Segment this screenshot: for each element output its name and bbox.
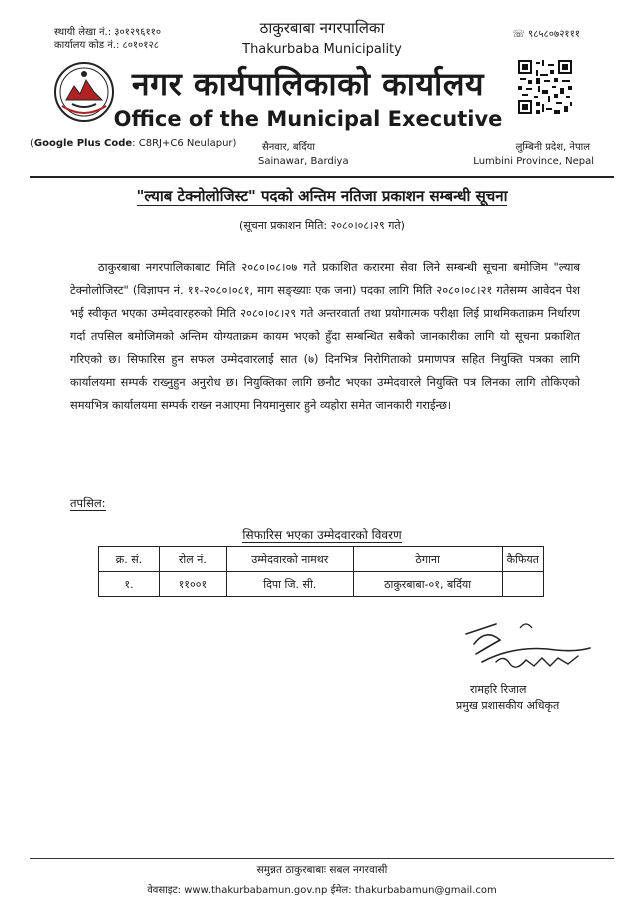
- qr-code-icon: [516, 58, 574, 116]
- table-title-text: सिफारिस भएका उम्मेदवारको विवरण: [242, 528, 402, 542]
- notice-body: ठाकुरबाबा नगरपालिकाबाट मिति २०८०।०८।०७ गते प्रकाशित करारमा सेवा लिने सम्बन्धी सूचना बमोजिम "ल्याब टेक्नोलोजिस्ट" (विज्ञापन नं. ११-२०८०।०८१, माग सङ्ख्याः एक जना) पदका लागि मिति २०८०।०८।२१ गतेसम्म आवेदन पेश भई स्वीकृत भएका उम्मेदवारहरुको मिति २०८०।०८।२९ गते अन्तरवार्ता तथा प्रयोगात्मक परीक्षा लिई प्राथमिकताक्रम निर्धारण गर्दा तपसिल बमोजिमको अन्तिम योग्यताक्रम कायम भएको हुँदा सम्बन्धित सबैको जानकारीका लागि यो सूचना प्रकाशित गरिएको छ। सिफारिस हुन सफल उम्मेदवारलाई सात (७) दिनभित्र निरोगिताको प्रमाणपत्र सहित नियुक्ति पत्रका लागि कार्यालयमा सम्पर्क राख्नुहुन अनुरोध छ। नियुक्तिका लागि छनौट भएका उम्मेदवारले नियुक्ति पत्र लिनका लागि तोकिएको समयभित्र कार्यालयमा सम्पर्क राख्न नआएमा नियमानुसार हुने व्यहोरा समेत जानकारी गराईन्छ।: [70, 260, 580, 412]
- table-row: [99, 572, 544, 597]
- office-code: कार्यालय कोड नं.: ८०१०१२८: [54, 40, 159, 51]
- signer-name: रामहरि रिजाल: [470, 683, 527, 696]
- cell-name: दिपा जि. सी.: [226, 572, 353, 597]
- phone-number: ☏ ९८५८०७२१११: [512, 29, 580, 40]
- column-header-name: उम्मेदवारको नामथर: [226, 547, 353, 572]
- province-english: Lumbini Province, Nepal: [473, 156, 594, 167]
- location-english: Sainawar, Bardiya: [258, 156, 349, 167]
- province-nepali: लुम्बिनी प्रदेश, नेपाल: [515, 142, 590, 153]
- municipality-name-nepali: ठाकुरबाबा नगरपालिका: [259, 19, 385, 37]
- footer-divider: [30, 858, 614, 859]
- cell-address: ठाकुरबाबा-०१, बर्दिया: [353, 572, 502, 597]
- google-plus-code: (Google Plus Code: C8RJ+C6 Neulapur): [30, 138, 237, 149]
- notice-title-text: "ल्याब टेक्नोलोजिस्ट" पदको अन्तिम नतिजा प्रकाशन सम्बन्धी सूचना: [136, 187, 508, 205]
- permanent-account-number: स्थायी लेखा नं.: ३०१२९६११०: [54, 27, 162, 38]
- cell-roll: ११००१: [159, 572, 226, 597]
- cell-serial: १.: [99, 572, 160, 597]
- office-title-nepali: नगर कार्यपालिकाको कार्यालय: [131, 65, 485, 103]
- cell-remarks: [502, 572, 543, 597]
- plus-code-label: Google Plus Code: [33, 138, 133, 149]
- schedule-label-text: तपसिल:: [70, 496, 106, 510]
- schedule-label: [70, 496, 106, 511]
- municipality-name-english: Thakurbaba Municipality: [242, 42, 402, 57]
- table-header-row: [99, 547, 544, 572]
- signer-designation: प्रमुख प्रशासकीय अधिकृत: [456, 699, 560, 712]
- plus-code-value: : C8RJ+C6 Neulapur): [132, 138, 237, 149]
- handwritten-signature: [456, 614, 596, 680]
- column-header-address: ठेगाना: [353, 547, 502, 572]
- notice-title: [0, 186, 644, 206]
- table-title: [0, 526, 644, 543]
- candidate-table: [98, 546, 544, 597]
- footer-slogan: समुन्नत ठाकुरबाबाः सबल नगरवासी: [256, 864, 388, 876]
- location-nepali: सैनवार, बर्दिया: [262, 142, 315, 153]
- header-divider: [30, 176, 614, 178]
- notice-publish-date: (सूचना प्रकाशन मिति: २०८०।०८।२९ गते): [239, 219, 405, 232]
- footer-contact: वेवसाइट: www.thakurbabamun.gov.np ईमेल: thakurbabamun@gmail.com: [147, 885, 497, 896]
- column-header-remarks: कैफियत: [502, 547, 543, 572]
- column-header-roll: रोल नं.: [159, 547, 226, 572]
- office-title-english: Office of the Municipal Executive: [113, 107, 503, 131]
- column-header-serial: क्र. सं.: [99, 547, 160, 572]
